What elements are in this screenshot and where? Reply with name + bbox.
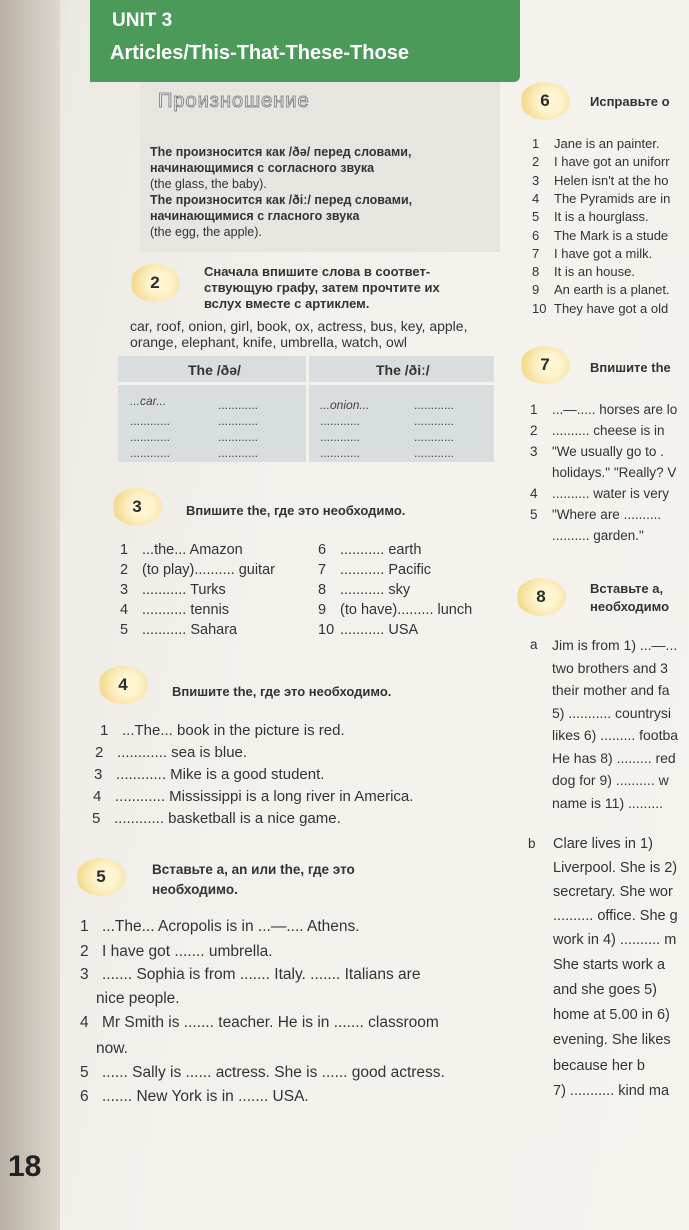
item-text: and she goes 5) — [553, 982, 657, 998]
item-number: 7 — [318, 562, 327, 578]
table-header-divider — [118, 382, 494, 385]
ex8-part-a-label: a — [530, 637, 538, 652]
item-number: 5 — [120, 622, 129, 638]
item-text: ............ Mississippi is a long river in America. — [115, 788, 414, 805]
item-text: I have got an uniforr — [554, 154, 670, 170]
item-number: 3 — [532, 172, 540, 188]
ex6-item[interactable] — [532, 191, 670, 206]
item-text: An earth is a planet. — [554, 282, 670, 298]
ex6-item[interactable] — [532, 173, 669, 188]
table-cell-blank[interactable]: ............ — [414, 398, 455, 412]
item-text: .......... cheese is in — [552, 423, 665, 438]
ex8-b-line[interactable] — [553, 1083, 669, 1099]
ex8-b-line[interactable] — [553, 932, 676, 948]
item-number: 3 — [94, 766, 103, 783]
item-text: The Pyramids are in — [554, 190, 671, 206]
ex6-item[interactable] — [532, 264, 635, 279]
item-text: (to play).......... guitar — [142, 562, 275, 578]
ex4-item[interactable] — [100, 722, 345, 739]
ex3-number: 3 — [112, 488, 162, 526]
ex6-item[interactable] — [532, 301, 668, 316]
item-text: two brothers and 3 — [552, 659, 668, 676]
ex7-item[interactable] — [530, 507, 661, 522]
item-text: nice people. — [96, 990, 180, 1007]
pronunciation-title: Произношение — [158, 90, 310, 112]
item-text: home at 5.00 in 6) — [553, 1007, 670, 1023]
item-text: dog for 9) .......... w — [552, 772, 669, 788]
item-text: "We usually go to . — [552, 444, 664, 459]
ex2-table — [118, 356, 494, 462]
item-number: 2 — [530, 423, 538, 438]
ex2-heading-line: Сначала впишите слова в соответ- — [204, 264, 431, 279]
table-cell-blank[interactable]: ............ — [218, 430, 259, 444]
ex2-number: 2 — [130, 264, 180, 302]
ex5-heading-line: Вставьте a, an или the, где это — [152, 862, 355, 877]
item-text: I have got a milk. — [554, 245, 653, 261]
item-number: 6 — [532, 227, 540, 243]
unit-label: UNIT 3 — [112, 10, 173, 31]
item-text: name is 11) ......... — [552, 794, 664, 811]
item-text: He has 8) ......... red — [552, 749, 676, 766]
item-text: It is an house. — [554, 264, 635, 280]
table-divider — [306, 356, 309, 462]
item-text: ...—..... horses are lo — [552, 402, 678, 417]
unit-banner — [90, 0, 520, 82]
ex8-b-line[interactable] — [553, 860, 677, 876]
ex4-item[interactable] — [92, 810, 341, 827]
item-number: 10 — [318, 622, 335, 638]
ex6-item[interactable] — [532, 209, 649, 224]
ex8-b-line[interactable] — [553, 982, 657, 998]
pronunciation-box — [140, 82, 500, 252]
ex3-item[interactable] — [318, 602, 472, 618]
item-text: (to have)......... lunch — [340, 602, 473, 618]
ex5-heading-line: необходимо. — [152, 882, 238, 897]
ex2-word-list: car, roof, onion, girl, book, ox, actress, bus, key, apple, orange, elephant, knife, umbrella, watch, owl — [130, 318, 468, 350]
item-number: 4 — [93, 788, 102, 805]
ex7-item[interactable] — [552, 528, 644, 543]
item-text: now. — [96, 1040, 128, 1057]
item-text: Liverpool. She is 2) — [553, 860, 678, 876]
item-text: The Mark is a stude — [554, 227, 669, 243]
ex6-item[interactable] — [532, 136, 660, 151]
pron-line: начинающимися с согласного звука — [150, 161, 375, 175]
ex5-number: 5 — [76, 858, 126, 896]
item-text: evening. She likes — [553, 1032, 671, 1048]
ex6-item[interactable] — [532, 154, 670, 169]
ex3-item[interactable] — [120, 602, 229, 618]
ex6-item[interactable] — [532, 282, 670, 297]
item-text: .......... garden." — [552, 528, 644, 543]
pron-line: (the glass, the baby). — [150, 177, 267, 191]
item-number: 8 — [532, 264, 540, 280]
ex5-item[interactable] — [80, 1014, 439, 1032]
ex4-item[interactable] — [95, 744, 247, 761]
item-number: 7 — [532, 245, 540, 261]
item-number: 1 — [100, 722, 109, 739]
item-number: 5 — [80, 1064, 89, 1081]
ex3-item[interactable] — [318, 542, 421, 558]
item-text: ...... Sally is ...... actress. She is ...... good actress. — [102, 1064, 445, 1081]
item-text: 7) ........... kind ma — [553, 1083, 670, 1099]
table-cell-blank[interactable]: ............ — [218, 446, 259, 460]
item-text: likes 6) ......... footba — [552, 727, 679, 743]
item-number: 4 — [120, 602, 129, 618]
item-text: .......... office. She g — [553, 908, 678, 924]
ex2-heading-line: ствующую графу, затем прочтите их — [204, 280, 440, 295]
ex2-heading — [204, 264, 440, 312]
ex8-a-line[interactable] — [552, 660, 668, 676]
item-number: 1 — [530, 402, 538, 417]
item-number: 5 — [530, 507, 538, 522]
item-number: 10 — [532, 300, 547, 316]
pron-line: начинающимися с гласного звука — [150, 209, 360, 223]
pron-line: (the egg, the apple). — [150, 225, 262, 239]
item-text: ....... Sophia is from ....... Italy. ....... Italians are — [102, 966, 421, 983]
item-number: 2 — [532, 154, 540, 170]
item-number: 6 — [318, 542, 327, 558]
item-text: ............ Mike is a good student. — [116, 766, 325, 783]
table-cell-blank[interactable]: ............ — [320, 414, 361, 428]
item-text: I have got ....... umbrella. — [102, 943, 273, 960]
ex8-b-line[interactable] — [553, 908, 678, 924]
item-text: 5) ........... countrysi — [552, 704, 672, 721]
item-number: 9 — [318, 602, 327, 618]
item-number: 2 — [120, 562, 129, 578]
table-cell-blank[interactable]: ............ — [414, 446, 455, 460]
ex4-number: 4 — [98, 666, 148, 704]
ex3-item[interactable] — [120, 542, 243, 558]
item-number: 3 — [530, 444, 538, 459]
ex8-part-b-label: b — [528, 836, 536, 851]
ex5-heading — [152, 860, 355, 900]
ex8-a-line[interactable] — [552, 750, 676, 766]
table-cell-blank[interactable]: ............ — [320, 430, 361, 444]
table-cell-blank[interactable]: ............ — [414, 430, 455, 444]
item-number: 6 — [80, 1088, 89, 1105]
pron-line: The произносится как /ðə/ перед словами, — [150, 145, 412, 159]
item-number: 1 — [120, 542, 129, 558]
ex6-number: 6 — [520, 82, 570, 120]
item-number: 2 — [95, 744, 104, 761]
item-text: Mr Smith is ....... teacher. He is in ....... classroom — [102, 1014, 439, 1031]
ex8-number: 8 — [516, 578, 566, 616]
ex8-b-line[interactable] — [553, 1032, 671, 1048]
item-text: ........... Pacific — [340, 562, 432, 578]
table-cell-blank[interactable]: ............ — [218, 398, 259, 412]
item-text: ....... New York is in ....... USA. — [102, 1088, 309, 1105]
ex8-heading — [590, 580, 669, 616]
item-text: .......... water is very — [552, 486, 670, 501]
item-text: because her b — [553, 1058, 645, 1074]
ex8-b-line[interactable] — [553, 884, 673, 900]
item-text: ........... earth — [340, 542, 422, 558]
table-cell-blank[interactable]: ............ — [320, 446, 361, 460]
unit-title: Articles/This-That-These-Those — [110, 42, 409, 64]
ex3-item[interactable] — [120, 582, 226, 598]
ex8-b-line[interactable] — [553, 1007, 670, 1023]
item-number: 1 — [532, 136, 540, 151]
ex3-item[interactable] — [120, 622, 237, 638]
item-text: It is a hourglass. — [554, 209, 649, 225]
item-text: ...the... Amazon — [142, 542, 243, 558]
ex8-a-line[interactable] — [552, 772, 669, 788]
ex7-item[interactable] — [552, 465, 676, 480]
page-edge-shadow — [0, 0, 60, 1230]
item-number: 8 — [318, 582, 327, 598]
ex5-item[interactable] — [96, 990, 180, 1008]
item-text: Jane is an painter. — [554, 136, 660, 151]
pronunciation-text — [150, 144, 495, 240]
ex8-b-line[interactable] — [553, 1058, 645, 1074]
item-text: their mother and fa — [552, 682, 670, 698]
ex7-heading: Впишите the — [590, 360, 671, 375]
table-cell-blank[interactable]: ............ — [130, 414, 171, 428]
item-text: holidays." "Really? V — [552, 465, 677, 480]
ex8-a-line[interactable] — [552, 682, 670, 698]
item-text: ...The... Acropolis is in ...—.... Athens. — [102, 918, 360, 935]
ex3-item[interactable] — [318, 562, 431, 578]
ex7-item[interactable] — [530, 402, 677, 417]
item-number: 4 — [80, 1014, 89, 1031]
item-text: ...The... book in the picture is red. — [122, 722, 345, 739]
table-cell-blank[interactable]: ............ — [130, 430, 171, 444]
page-number: 18 — [8, 1150, 42, 1183]
item-text: Helen isn't at the ho — [554, 172, 669, 188]
ex8-b-line[interactable] — [553, 957, 665, 973]
item-text: secretary. She wor — [553, 884, 673, 900]
table-cell-answer[interactable]: ...onion... — [320, 398, 370, 412]
item-text: ........... tennis — [142, 602, 230, 618]
item-number: 3 — [120, 582, 129, 598]
ex6-item[interactable] — [532, 246, 652, 261]
ex8-a-line[interactable] — [552, 727, 678, 743]
table-header-the-schwa: The /ðə/ — [188, 362, 241, 378]
table-cell-answer[interactable]: ...car... — [130, 394, 167, 408]
item-text: Jim is from 1) ...—... — [552, 637, 678, 653]
ex2-heading-line: вслух вместе с артиклем. — [204, 296, 370, 311]
ex6-heading: Исправьте о — [590, 94, 670, 109]
item-text: ........... sky — [340, 582, 411, 598]
ex7-item[interactable] — [530, 423, 665, 438]
ex4-item[interactable] — [94, 766, 324, 783]
pron-line: The произносится как /ðiː/ перед словами, — [150, 193, 413, 207]
item-text: "Where are .......... — [552, 507, 662, 522]
ex8-a-line[interactable] — [552, 705, 671, 721]
ex4-heading: Впишите the, где это необходимо. — [172, 684, 392, 699]
item-number: 1 — [80, 918, 89, 935]
item-text: ........... Turks — [142, 582, 226, 598]
ex8-heading-line: Вставьте a, — [590, 581, 664, 596]
ex5-item[interactable] — [80, 966, 420, 984]
ex5-item[interactable] — [80, 1088, 309, 1106]
item-text: They have got a old — [554, 300, 669, 316]
ex5-item[interactable] — [80, 943, 273, 961]
ex6-item[interactable] — [532, 228, 668, 243]
item-text: ............ sea is blue. — [117, 744, 248, 761]
ex7-number: 7 — [520, 346, 570, 384]
ex5-item[interactable] — [80, 918, 360, 936]
item-text: work in 4) .......... m — [553, 932, 677, 948]
item-number: 5 — [92, 810, 101, 827]
ex4-item[interactable] — [93, 788, 413, 805]
item-text: Clare lives in 1) — [553, 836, 653, 852]
table-cell-blank[interactable]: ............ — [130, 446, 171, 460]
ex8-heading-line: необходимо — [590, 599, 670, 614]
ex7-item[interactable] — [530, 444, 664, 459]
table-header-the-ee: The /ðiː/ — [376, 362, 430, 378]
item-number: 4 — [530, 486, 538, 501]
ex8-a-line[interactable] — [552, 637, 677, 653]
ex3-item[interactable] — [318, 622, 418, 638]
ex3-item[interactable] — [318, 582, 410, 598]
item-number: 4 — [532, 190, 540, 206]
table-cell-blank[interactable]: ............ — [414, 414, 455, 428]
item-number: 3 — [80, 966, 89, 983]
ex8-a-line[interactable] — [552, 795, 663, 811]
ex5-item[interactable] — [96, 1040, 128, 1058]
item-number: 2 — [80, 943, 89, 960]
ex5-item[interactable] — [80, 1064, 445, 1082]
item-number: 9 — [532, 282, 540, 298]
item-text: She starts work a — [553, 957, 666, 973]
item-text: ........... USA — [340, 622, 419, 638]
ex3-item[interactable] — [120, 562, 275, 578]
ex8-b-line[interactable] — [553, 836, 653, 852]
item-text: ............ basketball is a nice game. — [114, 810, 341, 827]
ex3-heading: Впишите the, где это необходимо. — [186, 503, 406, 518]
item-text: ........... Sahara — [142, 622, 238, 638]
table-cell-blank[interactable]: ............ — [218, 414, 259, 428]
item-number: 5 — [532, 209, 540, 225]
ex7-item[interactable] — [530, 486, 669, 501]
